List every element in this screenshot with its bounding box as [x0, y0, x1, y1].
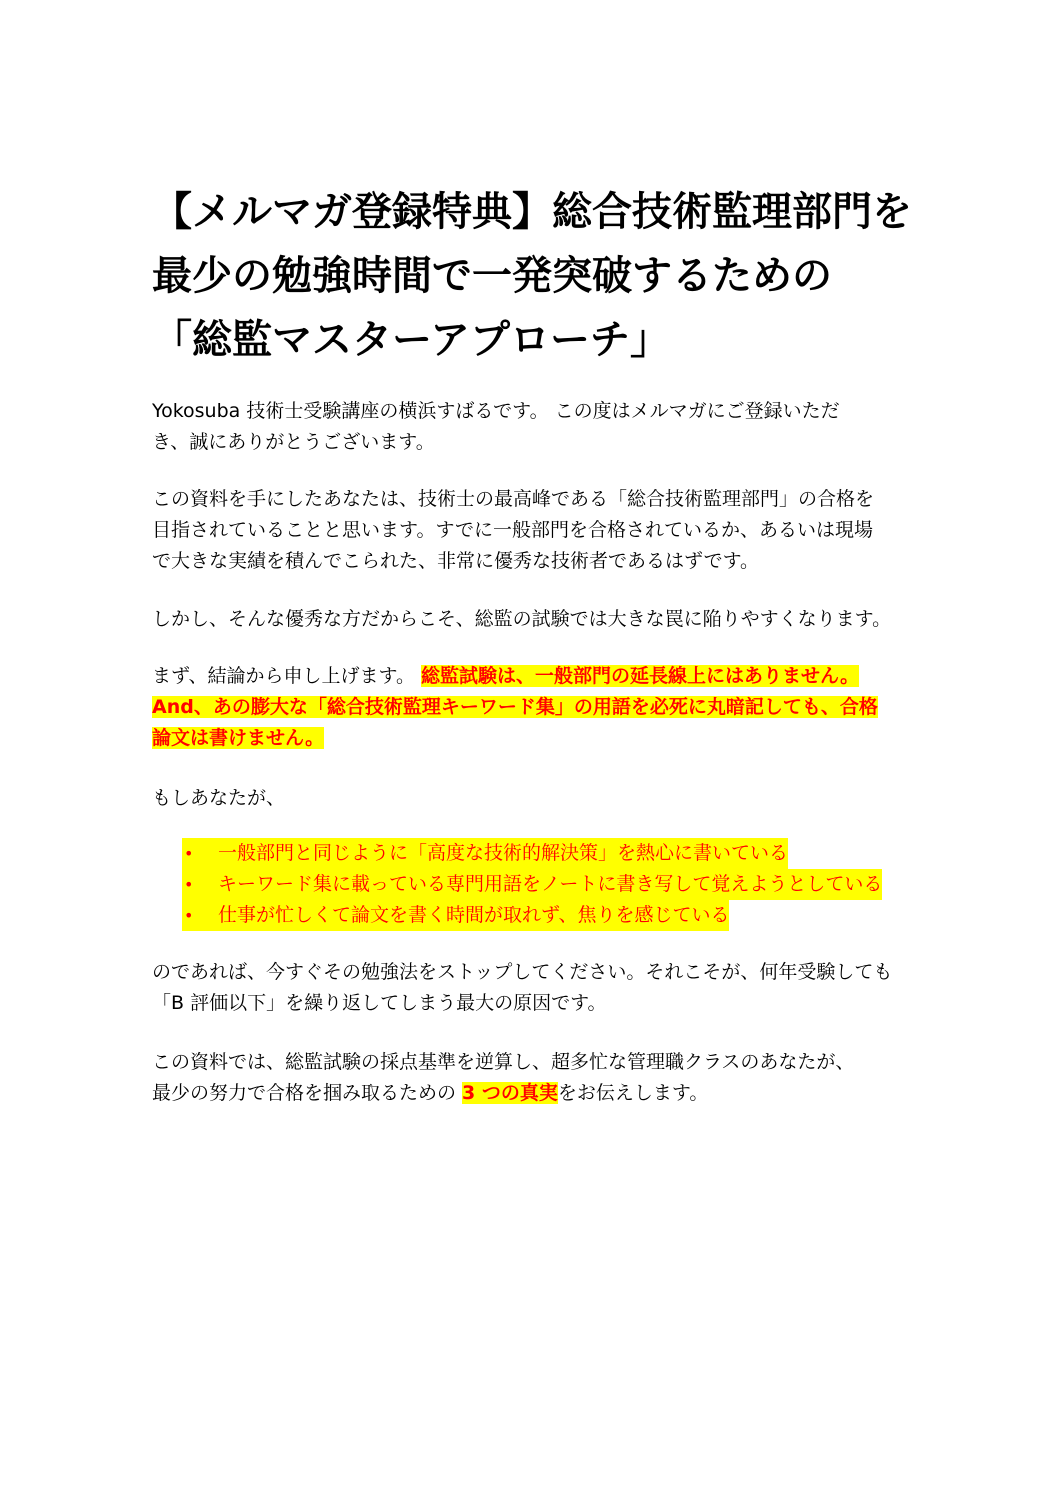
list-item: [182, 869, 882, 900]
intro-line-1: Yokosuba 技術士受験講座の横浜すばるです。 この度はメルマガにご登録いただ: [152, 400, 840, 422]
bullet-marker: •: [182, 838, 218, 869]
conclusion-highlight-2: And、あの膨大な「総合技術監理キーワード集」の用語を必死に丸暗記しても、合格: [152, 696, 878, 718]
warning-paragraph: [152, 604, 912, 635]
bullet-marker: •: [182, 869, 218, 900]
conclusion-highlight-3: 論文は書けません。: [152, 727, 325, 749]
context-paragraph: [152, 484, 912, 577]
bullet-marker: •: [182, 900, 218, 931]
intro-paragraph: [152, 396, 912, 458]
stop-paragraph: [152, 957, 912, 1019]
closing-paragraph: [152, 1047, 912, 1109]
context-line-3: で大きな実績を積んでこられた、非常に優秀な技術者であるはずです。: [152, 550, 760, 572]
if-line-1: もしあなたが、: [152, 787, 286, 809]
closing-line-2: [152, 1078, 912, 1109]
three-truths-highlight: 3 つの真実: [462, 1082, 558, 1104]
stop-line-1: のであれば、今すぐその勉強法をストップしてください。それこそが、何年受験しても: [152, 961, 893, 983]
list-item-text: キーワード集に載っている専門用語をノートに書き写して覚えようとしている: [218, 869, 882, 900]
list-item-text: 仕事が忙しくて論文を書く時間が取れず、焦りを感じている: [218, 900, 729, 931]
list-item-text: 一般部門と同じように「高度な技術的解決策」を熱心に書いている: [218, 838, 788, 869]
title-line-3: 「総監マスターアプローチ」: [152, 317, 670, 363]
symptom-list: [182, 838, 882, 931]
conclusion-highlight-1: 総監試験は、一般部門の延長線上にはありません。: [421, 665, 860, 687]
title-line-2: 最少の勉強時間で一発突破するための: [152, 253, 832, 299]
conclusion-paragraph: [152, 661, 912, 754]
document-title: [152, 180, 912, 372]
warning-line-1: しかし、そんな優秀な方だからこそ、総監の試験では大きな罠に陥りやすくなります。: [152, 608, 892, 630]
list-item: [182, 838, 882, 869]
conclusion-line-2: [152, 692, 912, 723]
closing-lead: 最少の努力で合格を掴み取るための: [152, 1082, 463, 1104]
list-item: [182, 900, 882, 931]
context-line-2: 目指されていることと思います。すでに一般部門を合格されているか、あるいは現場: [152, 519, 874, 541]
closing-tail: をお伝えします。: [557, 1082, 709, 1104]
stop-line-2: 「B 評価以下」を繰り返してしまう最大の原因です。: [152, 992, 607, 1014]
closing-line-1: この資料では、総監試験の採点基準を逆算し、超多忙な管理職クラスのあなたが、: [152, 1051, 855, 1073]
title-line-1: 【メルマガ登録特典】総合技術監理部門を: [152, 189, 912, 235]
conclusion-lead: まず、結論から申し上げます。: [152, 665, 422, 687]
conclusion-line-3: [152, 723, 912, 754]
intro-line-2: き、誠にありがとうございます。: [152, 431, 435, 453]
if-paragraph: [152, 783, 912, 814]
conclusion-line-1: [152, 661, 912, 692]
context-line-1: この資料を手にしたあなたは、技術士の最高峰である「総合技術監理部門」の合格を: [152, 488, 875, 510]
